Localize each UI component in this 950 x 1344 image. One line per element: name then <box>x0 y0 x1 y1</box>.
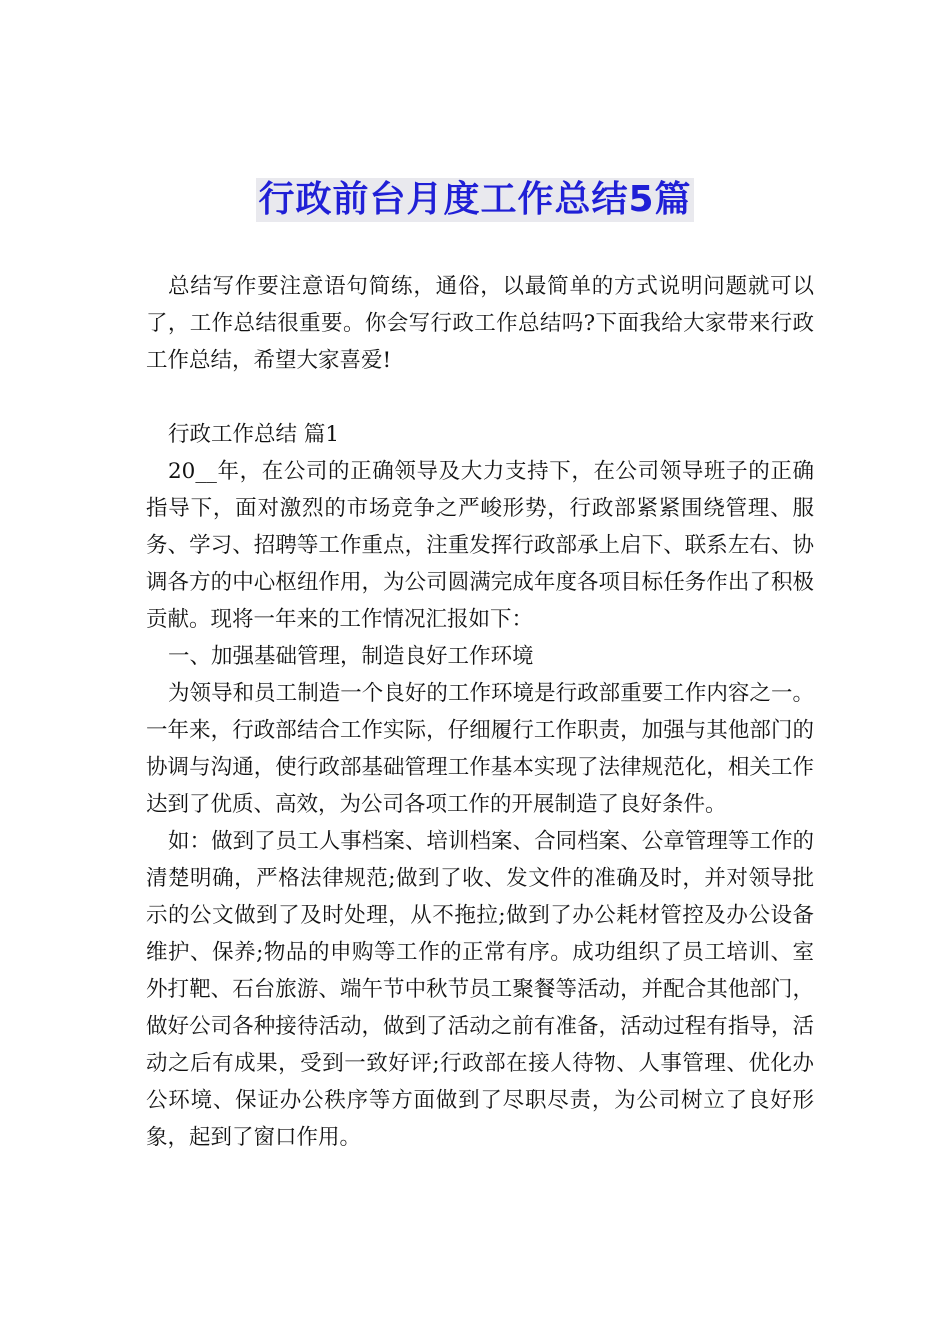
document-body <box>146 268 814 1156</box>
subsection-heading: 一、加强基础管理，制造良好工作环境 <box>168 644 534 669</box>
document-title: 行政前台月度工作总结5篇 <box>258 179 692 220</box>
section-heading: 行政工作总结 篇1 <box>168 422 340 447</box>
body-paragraph: 为领导和员工制造一个良好的工作环境是行政部重要工作内容之一。一年来，行政部结合工作实际，仔细履行工作职责，加强与其他部门的协调与沟通，使行政部基础管理工作基本实现了法律规范化，相关工作达到了优质、高效，为公司各项工作的开展制造了良好条件。 <box>146 681 814 817</box>
body-paragraph: 如：做到了员工人事档案、培训档案、合同档案、公章管理等工作的清楚明确，严格法律规范;做到了收、发文件的准确及时，并对领导批示的公文做到了及时处理，从不拖拉;做到了办公耗材管控及办公设备维护、保养;物品的申购等工作的正常有序。成功组织了员工培训、室外打靶、石台旅游、端午节中秋节员工聚餐等活动，并配合其他部门，做好公司各种接待活动，做到了活动之前有准备，活动过程有指导，活动之后有成果，受到一致好评;行政部在接人待物、人事管理、优化办公环境、保证办公秩序等方面做到了尽职尽责，为公司树立了良好形象，起到了窗口作用。 <box>146 829 814 1150</box>
body-paragraph: 20__年，在公司的正确领导及大力支持下，在公司领导班子的正确指导下，面对激烈的市场竞争之严峻形势，行政部紧紧围绕管理、服务、学习、招聘等工作重点，注重发挥行政部承上启下、联系左右、协调各方的中心枢纽作用，为公司圆满完成年度各项目标任务作出了积极贡献。现将一年来的工作情况汇报如下： <box>146 459 814 632</box>
intro-paragraph: 总结写作要注意语句简练，通俗，以最简单的方式说明问题就可以了，工作总结很重要。你会写行政工作总结吗?下面我给大家带来行政工作总结，希望大家喜爱! <box>146 274 814 373</box>
title-container <box>0 178 950 222</box>
